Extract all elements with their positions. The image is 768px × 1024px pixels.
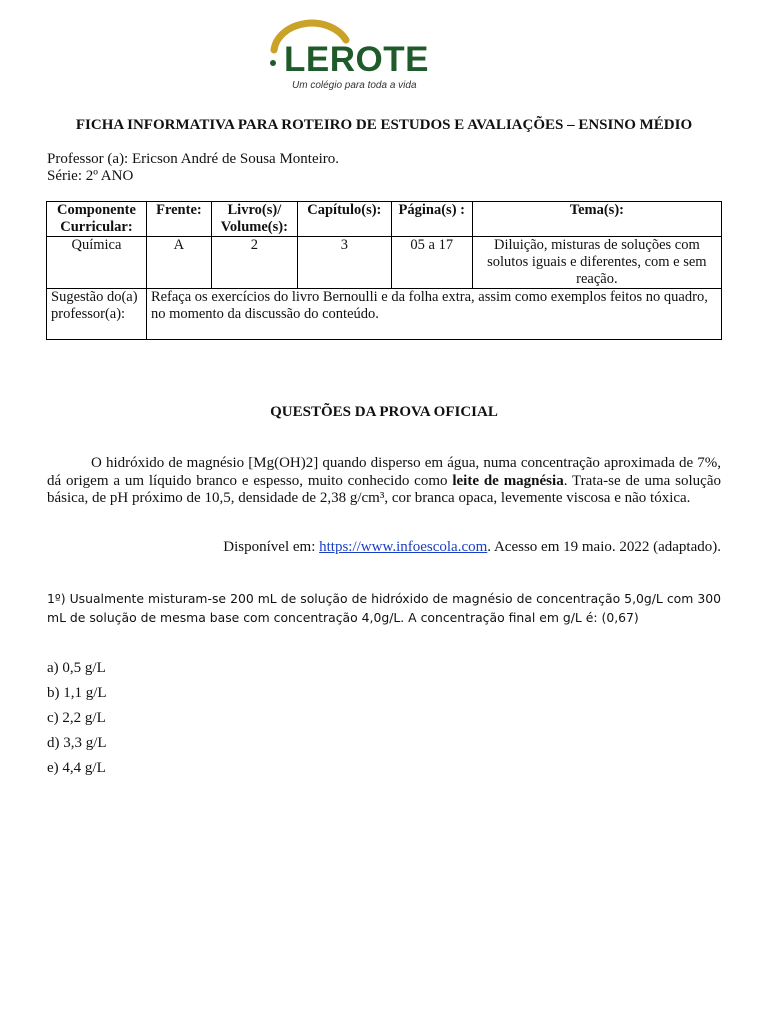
header-pagina: Página(s) : — [391, 202, 472, 237]
source-suffix: . Acesso em 19 maio. 2022 (adaptado). — [487, 539, 721, 555]
cell-livro: 2 — [211, 237, 297, 289]
cell-frente: A — [146, 237, 211, 289]
header-capitulo: Capítulo(s): — [297, 202, 391, 237]
suggestion-text: Refaça os exercícios do livro Bernoulli e da folha extra, assim como exemplos feitos no quadro, no momento da discussão do conteúdo. — [146, 289, 721, 340]
page-title: FICHA INFORMATIVA PARA ROTEIRO DE ESTUDOS E AVALIAÇÕES – ENSINO MÉDIO — [75, 117, 693, 133]
option-c: c) 2,2 g/L — [47, 710, 106, 726]
header-livro: Livro(s)/ Volume(s): — [211, 202, 297, 237]
logo-tagline: Um colégio para toda a vida — [292, 80, 417, 91]
professor-line: Professor (a): Ericson André de Sousa Monteiro. — [47, 151, 340, 167]
option-a: a) 0,5 g/L — [47, 660, 106, 676]
cell-capitulo: 3 — [297, 237, 391, 289]
option-b: b) 1,1 g/L — [47, 685, 107, 701]
study-plan-table — [46, 201, 722, 340]
intro-paragraph — [47, 455, 721, 508]
option-d: d) 3,3 g/L — [47, 735, 107, 751]
table-header-row — [47, 202, 722, 237]
source-link[interactable]: https://www.infoescola.com — [319, 539, 488, 555]
cell-componente: Química — [47, 237, 147, 289]
source-citation — [223, 539, 721, 556]
serie-line: Série: 2º ANO — [47, 168, 134, 184]
option-e: e) 4,4 g/L — [47, 760, 106, 776]
header-frente: Frente: — [146, 202, 211, 237]
paragraph-end: . Trata-se de uma solução básica, de pH próximo de 10,5, densidade de 2,38 g/cm³, cor branca opaca, levemente viscosa e não tóxica. — [47, 472, 721, 506]
cell-tema: Diluição, misturas de soluções com solutos iguais e diferentes, com e sem reação. — [472, 237, 721, 289]
question-1: 1º) Usualmente misturam-se 200 mL de solução de hidróxido de magnésio de concentração 5,0g/L com 300 mL de solução de mesma base com concentração 4,0g/L. A concentração final em g/L é: (0,67) — [47, 591, 721, 625]
suggestion-label: Sugestão do(a) professor(a): — [47, 289, 147, 340]
school-logo — [262, 14, 442, 94]
header-componente: Componente Curricular: — [47, 202, 147, 237]
section-title: QUESTÕES DA PROVA OFICIAL — [270, 404, 498, 420]
cell-pagina: 05 a 17 — [391, 237, 472, 289]
paragraph-start: O hidróxido de magnésio [Mg(OH)2] quando disperso em água, numa concentração aproximada de 7%, dá origem a um líquido branco e espesso, muito conhecido como — [47, 455, 721, 489]
source-prefix: Disponível em: — [223, 539, 320, 555]
logo-name: LEROTE — [284, 40, 429, 79]
paragraph-bold: leite de magnésia — [452, 472, 564, 489]
table-row — [47, 237, 722, 289]
header-tema: Tema(s): — [472, 202, 721, 237]
suggestion-row — [47, 289, 722, 340]
